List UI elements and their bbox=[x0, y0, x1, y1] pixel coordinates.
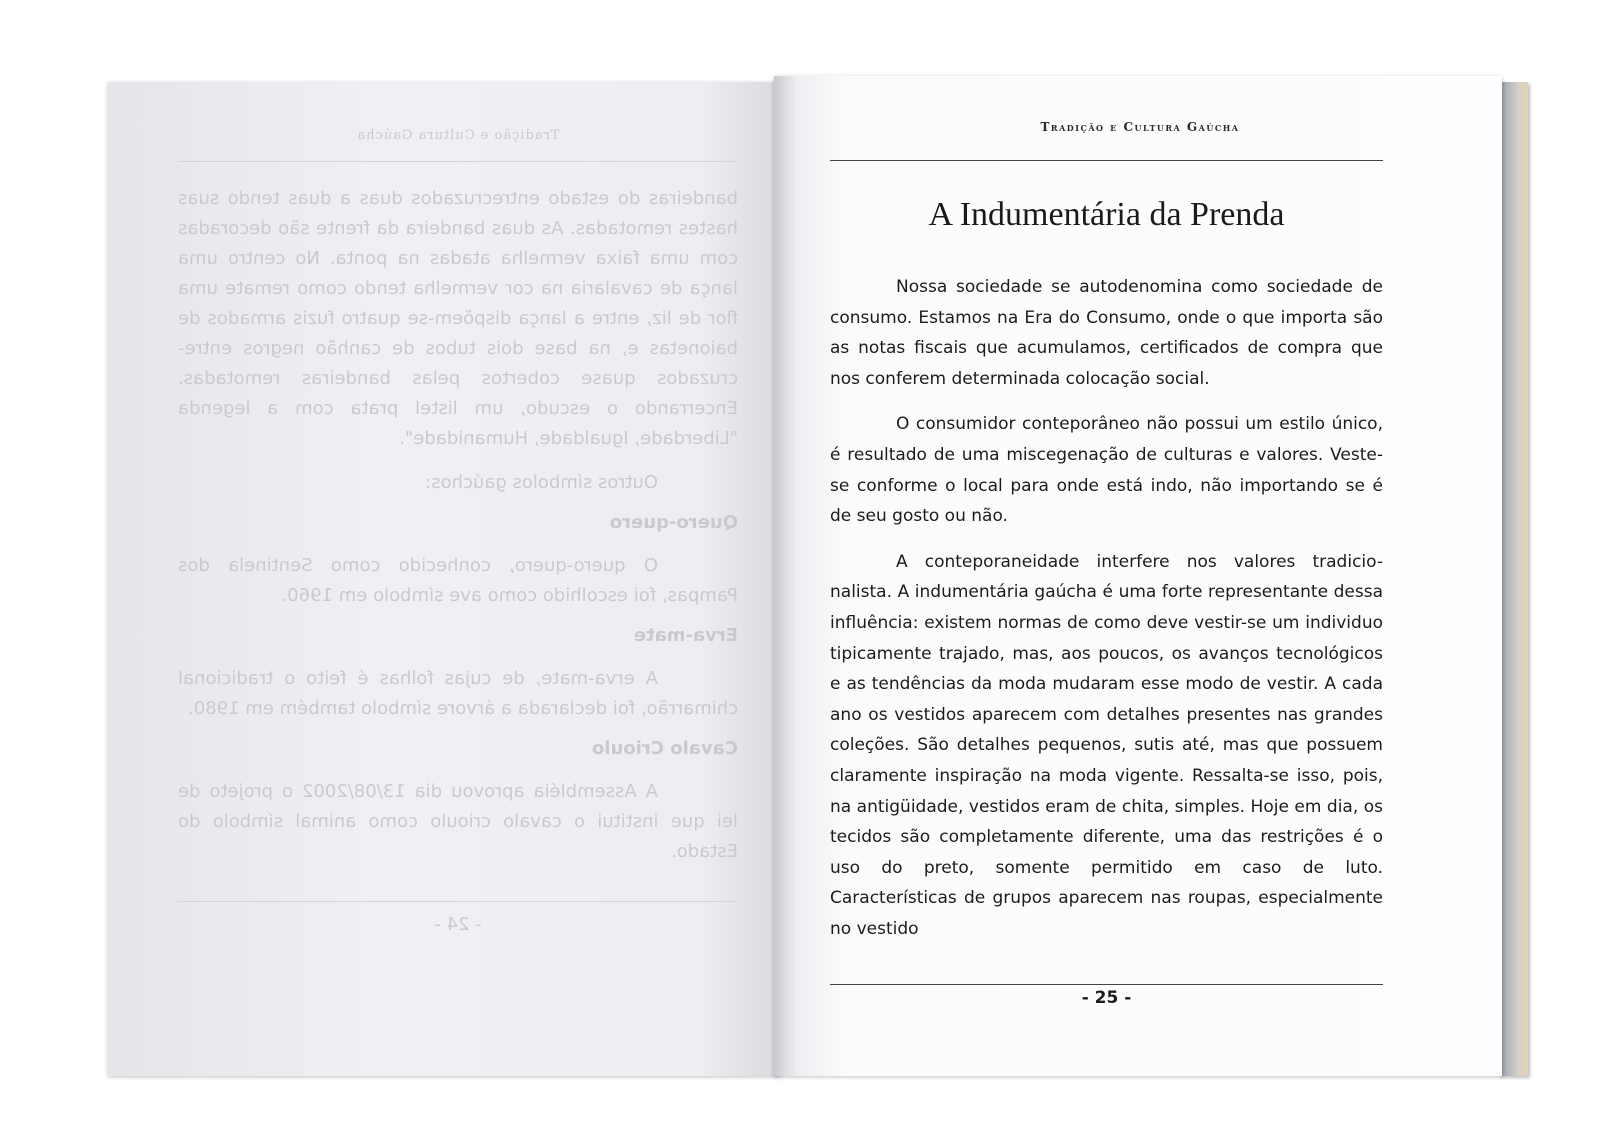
page-number: - 25 - bbox=[1081, 988, 1132, 1008]
left-bottom-rule bbox=[178, 901, 738, 902]
left-paragraph: bandeiras do estado entrecruzados duas a duas tendo suas hastes remotadas. As duas bandeira da frente são decoradas com uma faixa vermelha atadas na ponta. No centro uma lança de cavalaria na cor vermelha tendo como remate uma flor de liz, entre a lança dispõem-se quatro fuzis armados de baionetas e, na base dois tubos de canhão negros entre-cruzados quase cobertos pelas bandeiras remotadas. Encerrando o escudo, um listel prata com a legenda "Liberdade, Igualdade, Humanidade". bbox=[178, 188, 738, 449]
page-block-edge bbox=[1498, 82, 1528, 1076]
left-section-text: A erva-mate, de cujas folhas é feito o tradicional chimarrão, foi declarada a árvore símbolo também em 1980. bbox=[178, 668, 738, 719]
paragraph: A conteporaneidade interfere nos valores tradicio-nalista. A indumentária gaúcha é uma forte representante dessa influência: existem normas de como deve vestir-se um individuo tipicamente trajado, mas, aos poucos, os avanços tecnológicos e as tendências da moda mudaram esse modo de vestir. A cada ano os vestidos aparecem com detalhes presentes nas grandes coleções. São detalhes pequenos, sutis até, mas que possuem claramente inspiração na moda vigente. Ressalta-se isso, pois, na antigüidade, vestidos eram de chita, simples. Hoje em dia, os tecidos são completamente diferente, uma das restrições é o uso do preto, somente permitido em caso de luto. Características de grupos aparecem nas roupas, especialmente no vestido bbox=[830, 551, 1383, 939]
body-text bbox=[830, 272, 1383, 959]
open-book bbox=[108, 76, 1508, 1076]
left-paragraph: Outros símbolos gaúchos: bbox=[425, 472, 658, 493]
footer-rule bbox=[830, 984, 1383, 985]
left-section-heading: Erva-mate bbox=[633, 625, 738, 646]
chapter-title: A Indumentária da Prenda bbox=[928, 196, 1285, 233]
left-page-number: - 24 - bbox=[434, 914, 482, 935]
running-head: Tradição e Cultura Gaúcha bbox=[1040, 120, 1240, 134]
paragraph: O consumidor conteporâneo não possui um estilo único, é resultado de uma miscegenação de culturas e valores. Veste-se conforme o local para onde está indo, não importando se é de seu gosto ou não. bbox=[830, 414, 1383, 527]
left-running-head: Tradição e Cultura Gaúcha bbox=[356, 128, 560, 143]
left-page bbox=[108, 82, 781, 1076]
left-section-text: A Assembléia aprovou dia 13/08/2002 o projeto de lei que institui o cavalo crioulo como animal símbolo do Estado. bbox=[178, 781, 738, 862]
left-section-heading: Quero-quero bbox=[609, 512, 738, 533]
left-top-rule bbox=[178, 161, 738, 162]
right-page bbox=[774, 76, 1502, 1076]
show-through-text bbox=[178, 122, 738, 1022]
left-section-heading: Cavalo Crioulo bbox=[591, 738, 738, 759]
paragraph: Nossa sociedade se autodenomina como sociedade de consumo. Estamos na Era do Consumo, onde o que importa são as notas fiscais que acumulamos, certificados de compra que nos conferem determinada colocação social. bbox=[830, 277, 1383, 389]
header-rule bbox=[830, 160, 1383, 161]
left-section-text: O quero-quero, conhecido como Sentinela dos Pampas, foi escolhido como ave símbolo em 1960. bbox=[178, 555, 738, 606]
